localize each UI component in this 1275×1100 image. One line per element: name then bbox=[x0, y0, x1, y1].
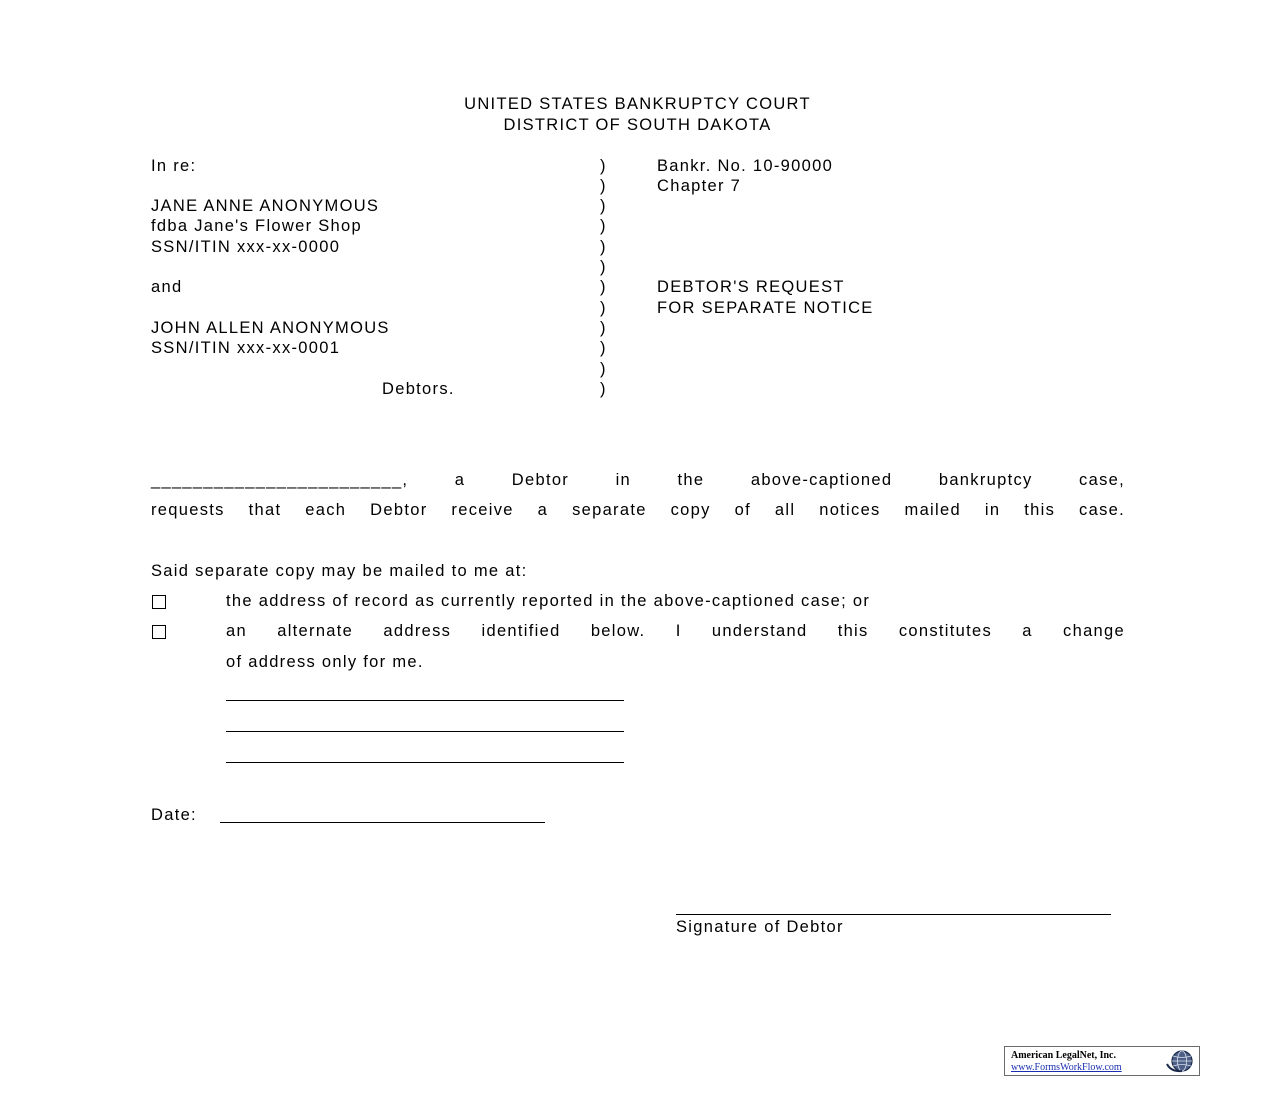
case-number: Bankr. No. 10-90000 bbox=[657, 157, 834, 175]
alternate-address-line-3[interactable] bbox=[226, 762, 624, 763]
logo-brand: American LegalNet, Inc. bbox=[1011, 1050, 1116, 1061]
caption-paren: ) bbox=[600, 319, 607, 337]
signature-line[interactable] bbox=[676, 914, 1111, 915]
record-address-checkbox[interactable] bbox=[152, 595, 166, 609]
and-label: and bbox=[151, 278, 183, 296]
debtor1-ssn: SSN/ITIN xxx-xx-0000 bbox=[151, 238, 341, 256]
caption-paren: ) bbox=[600, 217, 607, 235]
option-alternate-address-cont: of address only for me. bbox=[226, 653, 424, 671]
signature-label: Signature of Debtor bbox=[676, 918, 844, 936]
caption-paren: ) bbox=[600, 238, 607, 256]
alternate-address-checkbox[interactable] bbox=[152, 625, 166, 639]
date-line[interactable] bbox=[220, 822, 545, 823]
caption-paren: ) bbox=[600, 360, 607, 378]
date-label: Date: bbox=[151, 806, 197, 824]
american-legalnet-logo[interactable] bbox=[1004, 1046, 1200, 1076]
alternate-address-line-1[interactable] bbox=[226, 700, 624, 701]
debtors-label: Debtors. bbox=[382, 380, 455, 398]
logo-url[interactable]: www.FormsWorkFlow.com bbox=[1011, 1062, 1122, 1073]
caption-paren: ) bbox=[600, 380, 607, 398]
debtor1-name: JANE ANNE ANONYMOUS bbox=[151, 197, 380, 215]
request-line-2: requests that each Debtor receive a separate copy of all notices mailed in this case. bbox=[151, 501, 1125, 519]
in-re-label: In re: bbox=[151, 157, 197, 175]
globe-icon bbox=[1163, 1049, 1197, 1073]
caption-paren: ) bbox=[600, 339, 607, 357]
district-name: DISTRICT OF SOUTH DAKOTA bbox=[503, 116, 772, 134]
caption-paren: ) bbox=[600, 299, 607, 317]
option-alternate-address: an alternate address identified below. I understand this constitutes a change bbox=[226, 622, 1125, 640]
caption-paren: ) bbox=[600, 157, 607, 175]
debtor2-ssn: SSN/ITIN xxx-xx-0001 bbox=[151, 339, 341, 357]
alternate-address-line-2[interactable] bbox=[226, 731, 624, 732]
chapter: Chapter 7 bbox=[657, 177, 742, 195]
caption-paren: ) bbox=[600, 177, 607, 195]
caption-paren: ) bbox=[600, 197, 607, 215]
option-record-address: the address of record as currently reported in the above-captioned case; or bbox=[226, 592, 871, 610]
court-name: UNITED STATES BANKRUPTCY COURT bbox=[464, 95, 811, 113]
document-title-line2: FOR SEPARATE NOTICE bbox=[657, 299, 874, 317]
request-line-1: ________________________, a Debtor in the above-captioned bankruptcy case, bbox=[151, 471, 1125, 489]
debtor1-fdba: fdba Jane's Flower Shop bbox=[151, 217, 362, 235]
document-title-line1: DEBTOR'S REQUEST bbox=[657, 278, 845, 296]
debtor2-name: JOHN ALLEN ANONYMOUS bbox=[151, 319, 390, 337]
caption-paren: ) bbox=[600, 258, 607, 276]
mail-intro: Said separate copy may be mailed to me at: bbox=[151, 562, 528, 580]
caption-paren: ) bbox=[600, 278, 607, 296]
